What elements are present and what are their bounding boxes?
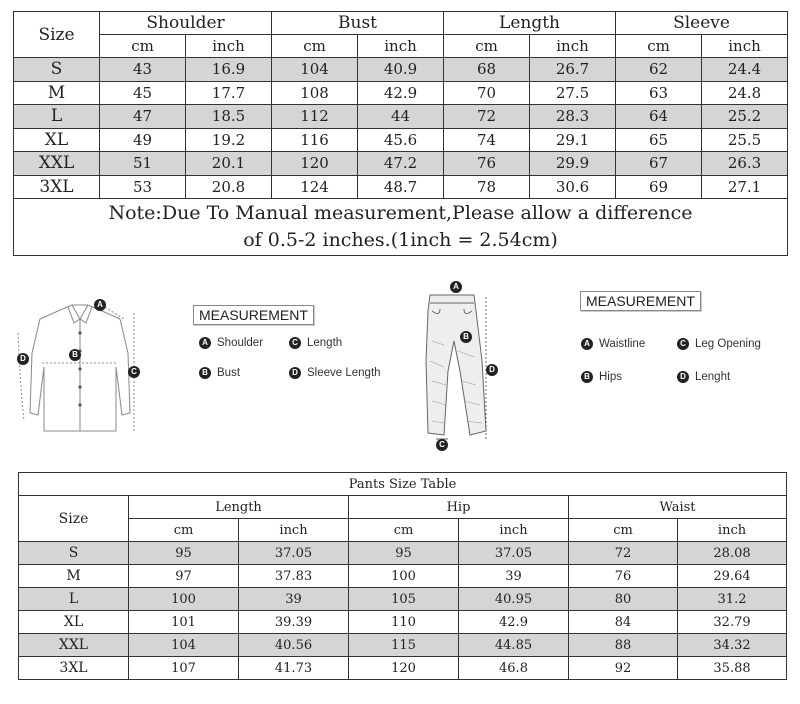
value-cell: 101 [129,611,239,634]
size-header: Size [19,496,129,542]
value-cell: 104 [129,634,239,657]
value-cell: 107 [129,657,239,680]
size-cell: XXL [14,152,100,176]
unit-header: cm [616,35,702,58]
value-cell: 70 [444,81,530,105]
marker-c-icon: C [436,439,448,451]
value-cell: 72 [569,542,678,565]
unit-header: cm [349,519,459,542]
value-cell: 39 [459,565,569,588]
value-cell: 18.5 [186,105,272,129]
value-cell: 48.7 [358,175,444,199]
value-cell: 115 [349,634,459,657]
value-cell: 120 [272,152,358,176]
table-row [14,81,788,105]
unit-header: inch [459,519,569,542]
value-cell: 53 [100,175,186,199]
shirt-header-groups [14,12,788,35]
pants-size-table [18,472,787,680]
legend-label: Sleeve Length [307,367,381,379]
size-cell: 3XL [19,657,129,680]
marker-c-icon: C [128,366,140,378]
pants-legend-a [581,338,645,350]
value-cell: 40.95 [459,588,569,611]
legend-label: Lenght [695,371,731,383]
unit-header: cm [444,35,530,58]
value-cell: 64 [616,105,702,129]
marker-b-icon: B [199,367,211,379]
unit-header: inch [186,35,272,58]
size-cell: S [14,58,100,82]
value-cell: 31.2 [678,588,787,611]
value-cell: 30.6 [530,175,616,199]
value-cell: 84 [569,611,678,634]
value-cell: 24.4 [702,58,788,82]
value-cell: 95 [129,542,239,565]
pants-table-title: Pants Size Table [19,473,787,496]
group-header: Hip [349,496,569,519]
value-cell: 39 [239,588,349,611]
group-header: Shoulder [100,12,272,35]
pants-header-units [19,519,787,542]
table-row [19,611,787,634]
value-cell: 40.9 [358,58,444,82]
pants-header-groups [19,496,787,519]
value-cell: 69 [616,175,702,199]
value-cell: 27.5 [530,81,616,105]
value-cell: 26.3 [702,152,788,176]
marker-b-icon: B [581,371,593,383]
table-row [14,152,788,176]
value-cell: 25.2 [702,105,788,129]
pants-legend-b [581,371,622,383]
value-cell: 68 [444,58,530,82]
value-cell: 76 [444,152,530,176]
value-cell: 40.56 [239,634,349,657]
value-cell: 45.6 [358,128,444,152]
size-cell: XL [14,128,100,152]
value-cell: 105 [349,588,459,611]
table-row [14,175,788,199]
size-cell: XXL [19,634,129,657]
table-row [19,565,787,588]
value-cell: 32.79 [678,611,787,634]
table-row [19,657,787,680]
value-cell: 76 [569,565,678,588]
value-cell: 37.83 [239,565,349,588]
legend-label: Leg Opening [695,338,761,350]
value-cell: 47.2 [358,152,444,176]
marker-d-icon: D [17,353,29,365]
value-cell: 110 [349,611,459,634]
value-cell: 46.8 [459,657,569,680]
value-cell: 24.8 [702,81,788,105]
shirt-measurement-title: MEASUREMENT [193,305,314,325]
value-cell: 63 [616,81,702,105]
marker-a-icon: A [581,338,593,350]
value-cell: 78 [444,175,530,199]
value-cell: 116 [272,128,358,152]
unit-header: cm [272,35,358,58]
table-row [14,128,788,152]
value-cell: 29.1 [530,128,616,152]
table-row [14,58,788,82]
size-cell: L [14,105,100,129]
value-cell: 97 [129,565,239,588]
note-line: Note:Due To Manual measurement,Please allow a difference [108,202,693,224]
size-cell: M [19,565,129,588]
pants-legend-d [677,371,730,383]
size-header: Size [14,12,100,58]
size-cell: XL [19,611,129,634]
size-cell: L [19,588,129,611]
unit-header: cm [100,35,186,58]
marker-c-icon: C [289,337,301,349]
group-header: Sleeve [616,12,788,35]
value-cell: 20.1 [186,152,272,176]
unit-header: inch [239,519,349,542]
group-header: Waist [569,496,787,519]
value-cell: 62 [616,58,702,82]
value-cell: 37.05 [459,542,569,565]
value-cell: 39.39 [239,611,349,634]
group-header: Bust [272,12,444,35]
value-cell: 28.3 [530,105,616,129]
note-row [14,199,788,256]
size-cell: 3XL [14,175,100,199]
unit-header: inch [702,35,788,58]
marker-d-icon: D [486,364,498,376]
shirt-legend-a [199,337,263,349]
value-cell: 72 [444,105,530,129]
value-cell: 44.85 [459,634,569,657]
shirt-legend-d [289,367,381,379]
value-cell: 65 [616,128,702,152]
value-cell: 120 [349,657,459,680]
value-cell: 42.9 [358,81,444,105]
marker-d-icon: D [677,371,689,383]
value-cell: 45 [100,81,186,105]
unit-header: inch [530,35,616,58]
value-cell: 67 [616,152,702,176]
value-cell: 74 [444,128,530,152]
marker-b-icon: B [460,331,472,343]
note-line: of 0.5-2 inches.(1inch = 2.54cm) [243,229,558,251]
value-cell: 108 [272,81,358,105]
legend-label: Shoulder [217,337,264,349]
unit-header: cm [129,519,239,542]
value-cell: 42.9 [459,611,569,634]
value-cell: 47 [100,105,186,129]
value-cell: 51 [100,152,186,176]
value-cell: 100 [129,588,239,611]
value-cell: 25.5 [702,128,788,152]
size-cell: S [19,542,129,565]
value-cell: 29.64 [678,565,787,588]
shirt-illustration [12,293,148,441]
value-cell: 29.9 [530,152,616,176]
pants-title-row [19,473,787,496]
marker-a-icon: A [450,281,462,293]
value-cell: 43 [100,58,186,82]
size-cell: M [14,81,100,105]
unit-header: cm [569,519,678,542]
pants-measurement-title: MEASUREMENT [580,291,701,311]
value-cell: 26.7 [530,58,616,82]
value-cell: 20.8 [186,175,272,199]
pants-legend-c [677,338,761,350]
value-cell: 104 [272,58,358,82]
table-row [19,588,787,611]
value-cell: 27.1 [702,175,788,199]
group-header: Length [129,496,349,519]
value-cell: 92 [569,657,678,680]
marker-a-icon: A [94,299,106,311]
legend-label: Bust [217,367,241,379]
marker-b-icon: B [69,349,81,361]
value-cell: 49 [100,128,186,152]
marker-c-icon: C [677,338,689,350]
value-cell: 17.7 [186,81,272,105]
value-cell: 35.88 [678,657,787,680]
table-row [19,634,787,657]
marker-d-icon: D [289,367,301,379]
value-cell: 124 [272,175,358,199]
measurement-guide [0,275,800,465]
marker-a-icon: A [199,337,211,349]
value-cell: 28.08 [678,542,787,565]
value-cell: 44 [358,105,444,129]
shirt-legend-c [289,337,342,349]
value-cell: 19.2 [186,128,272,152]
shirt-legend-b [199,367,240,379]
value-cell: 95 [349,542,459,565]
table-row [14,105,788,129]
shirt-size-table [13,11,788,256]
unit-header: inch [358,35,444,58]
value-cell: 112 [272,105,358,129]
unit-header: inch [678,519,787,542]
value-cell: 16.9 [186,58,272,82]
value-cell: 37.05 [239,542,349,565]
value-cell: 100 [349,565,459,588]
value-cell: 34.32 [678,634,787,657]
legend-label: Waistline [599,338,646,350]
legend-label: Length [307,337,343,349]
value-cell: 88 [569,634,678,657]
table-row [19,542,787,565]
value-cell: 80 [569,588,678,611]
note-cell [14,199,788,256]
legend-label: Hips [599,371,623,383]
shirt-header-units [14,35,788,58]
value-cell: 41.73 [239,657,349,680]
group-header: Length [444,12,616,35]
